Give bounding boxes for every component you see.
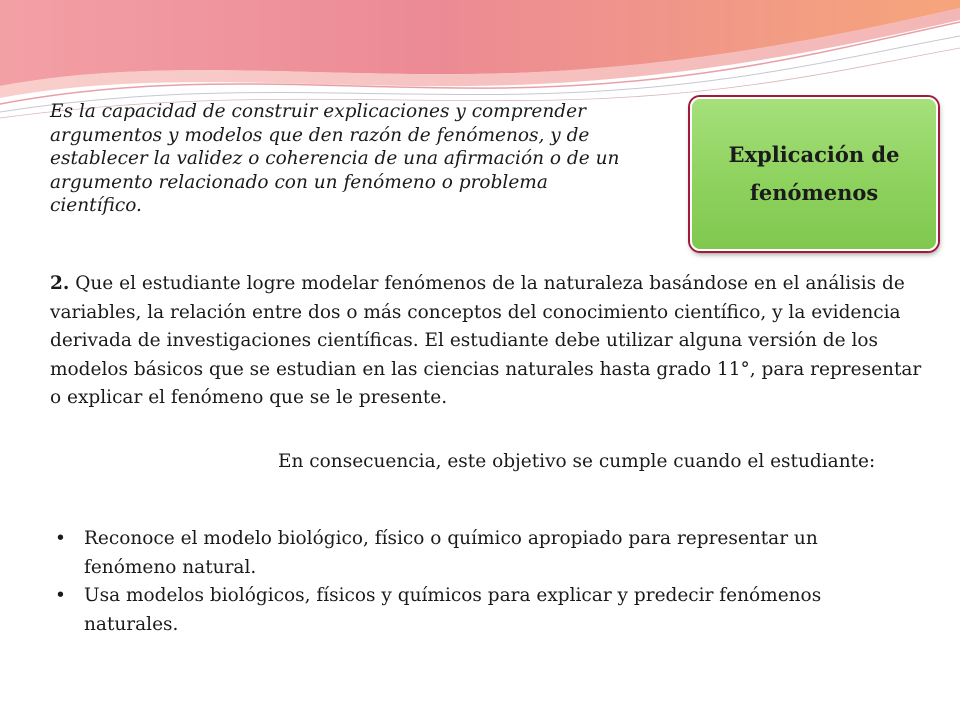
criteria-list (50, 525, 910, 639)
objective-paragraph (50, 270, 930, 413)
objective-number: 2. (50, 273, 70, 294)
concept-box-explicacion-fenomenos (690, 97, 938, 251)
list-item (50, 582, 910, 639)
bullet-icon: • (55, 585, 66, 606)
conclusion-text: En consecuencia, este objetivo se cumple cuando el estudiante: (278, 451, 876, 472)
definition-text: Es la capacidad de construir explicaciones y comprender argumentos y modelos que den razón de fenómenos, y de establecer la validez o coherencia de una afirmación o de un argumento relacionado con un fenómeno o problema científico. (50, 101, 620, 216)
concept-label-line1: Explicación de (728, 142, 900, 167)
list-item (50, 525, 910, 582)
bullet-icon: • (55, 528, 66, 549)
concept-label-line2: fenómenos (749, 180, 879, 205)
concept-label (714, 136, 914, 212)
list-item-text: Usa modelos biológicos, físicos y químicos para explicar y predecir fenómenos naturales. (84, 585, 822, 635)
list-item-text: Reconoce el modelo biológico, físico o químico apropiado para representar un fenómeno natural. (84, 528, 818, 578)
objective-text: Que el estudiante logre modelar fenómenos de la naturaleza basándose en el análisis de variables, la relación entre dos o más conceptos del conocimiento científico, y la evidencia derivada de investigaciones científicas. El estudiante debe utilizar alguna versión de los modelos básicos que se estudian en las ciencias naturales hasta grado 11°, para representar o explicar el fenómeno que se le presente. (50, 273, 922, 408)
